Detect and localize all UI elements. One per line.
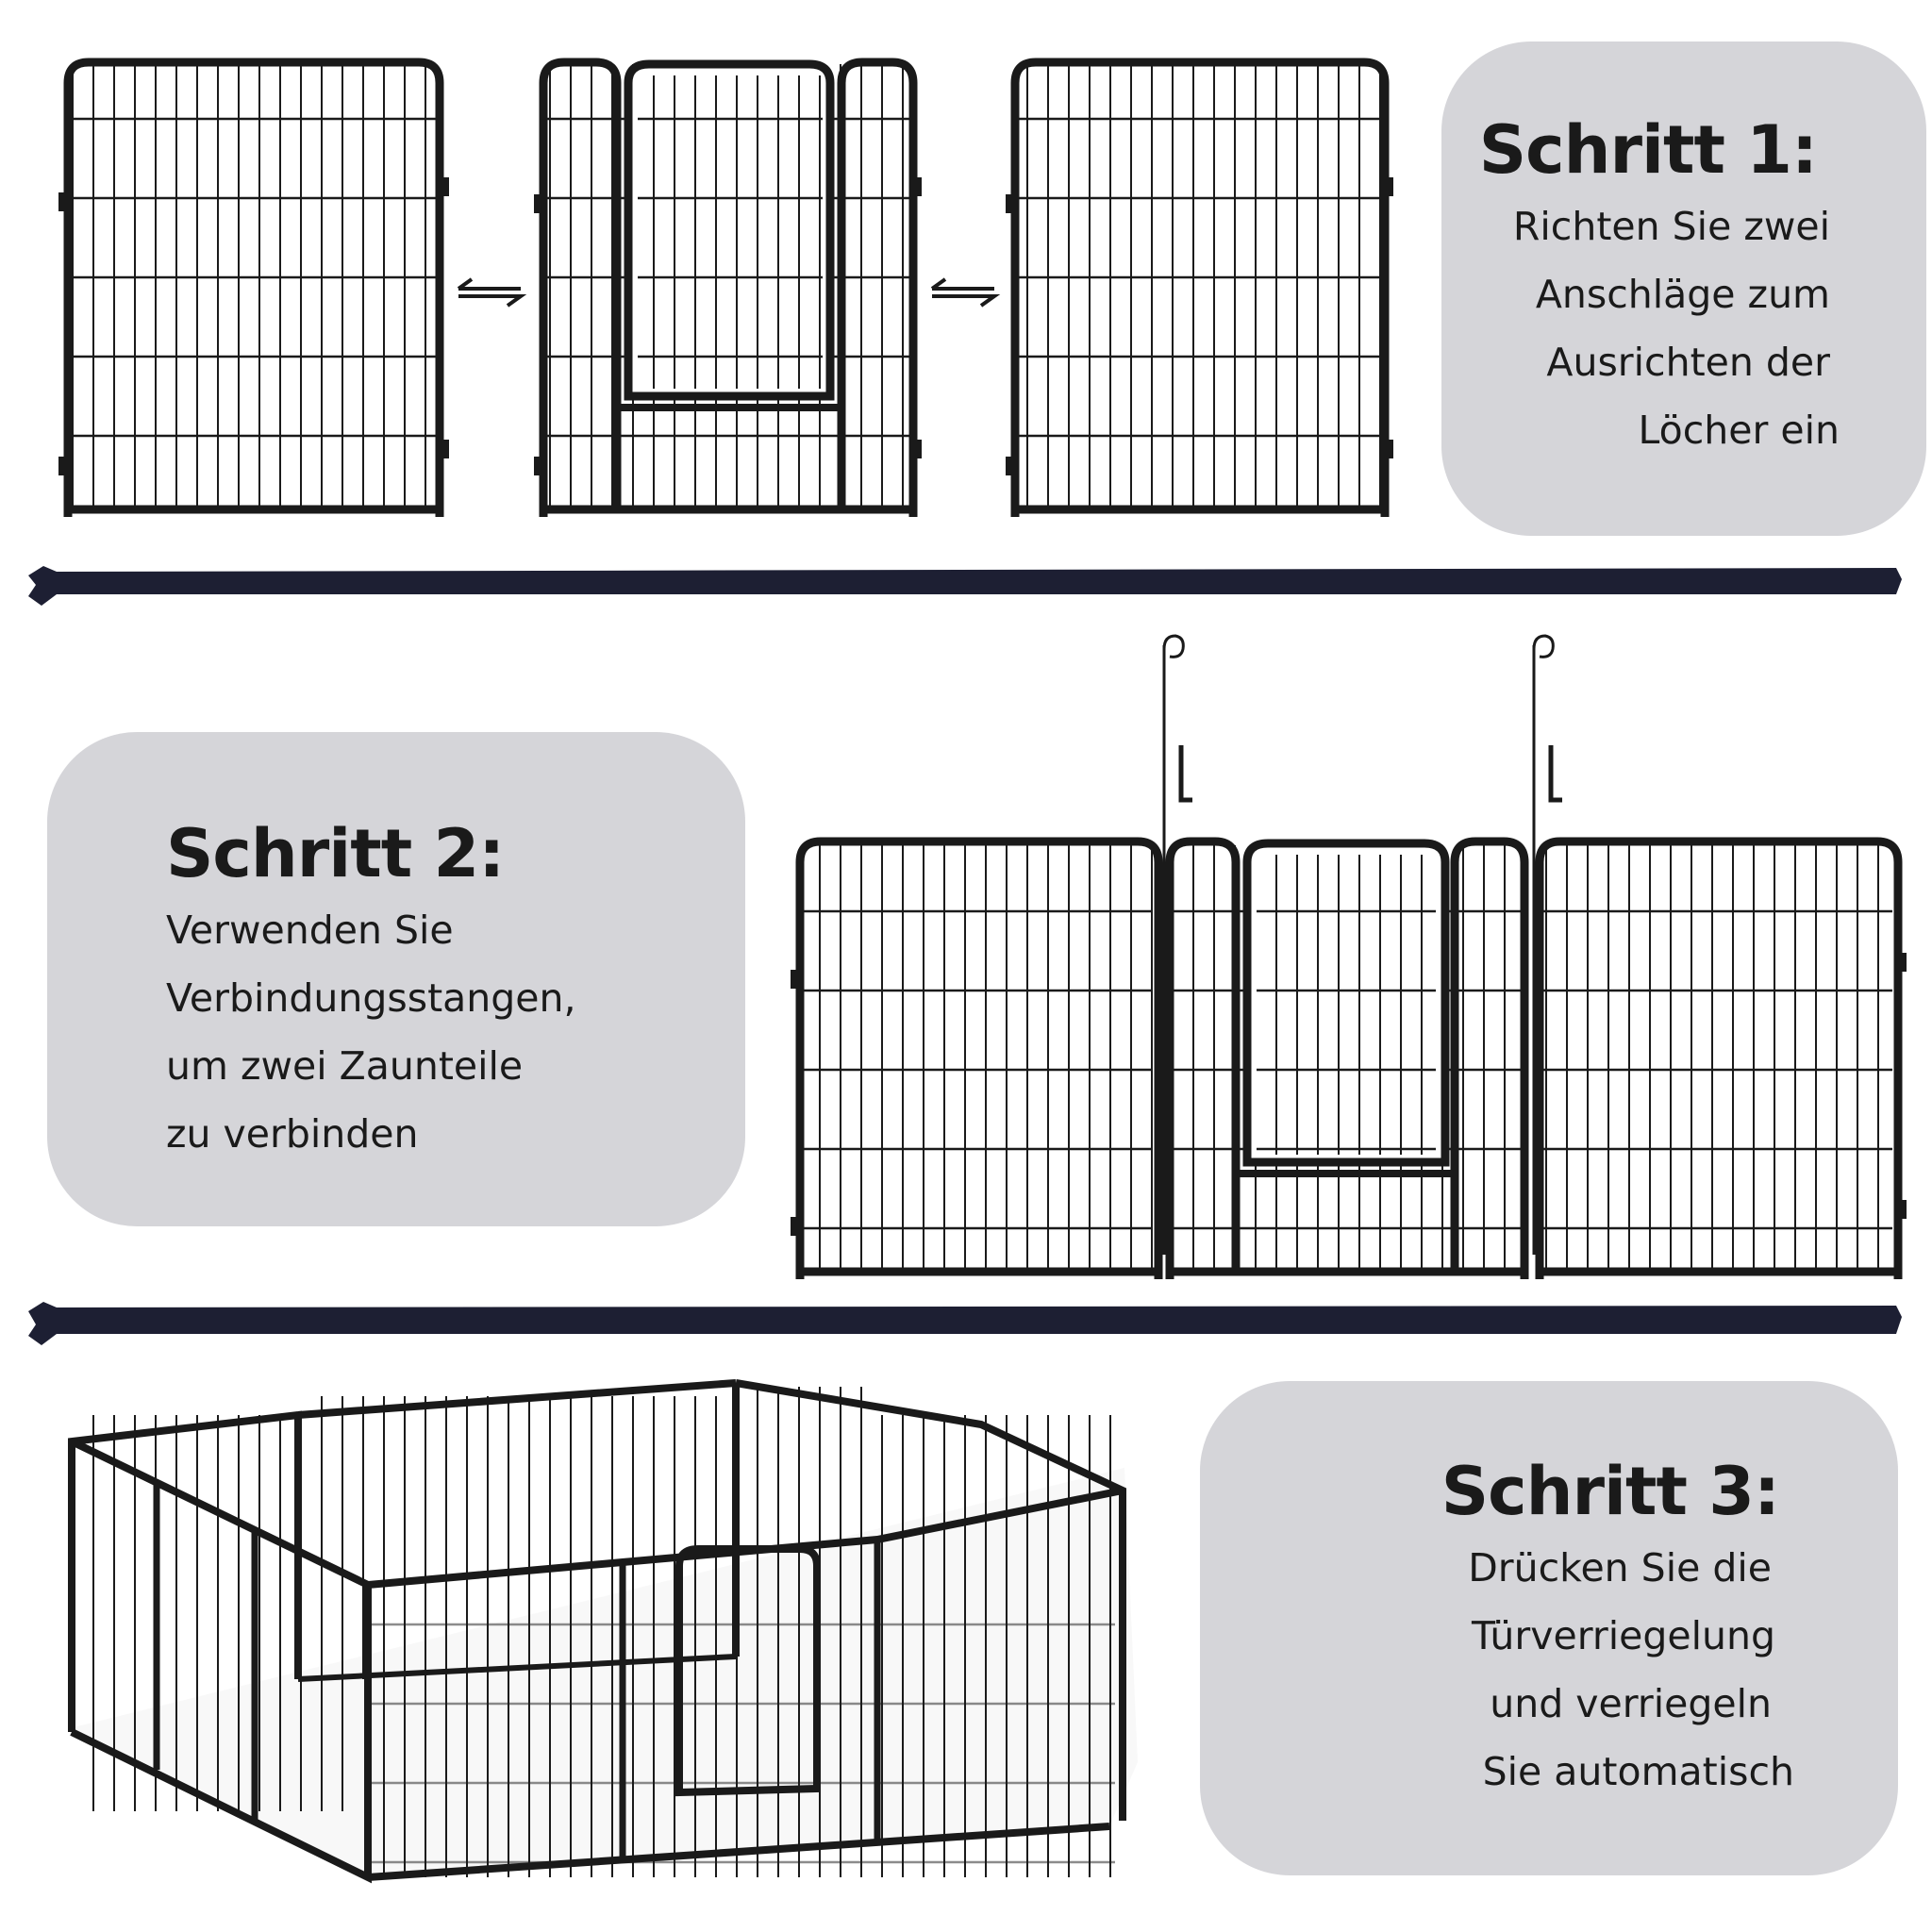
divider-brush-stroke bbox=[28, 566, 1902, 606]
step-2-line-3: um zwei Zaunteile bbox=[166, 1043, 524, 1089]
step-3-line-1: Drücken Sie die bbox=[1468, 1545, 1772, 1591]
step2-panel-left bbox=[791, 841, 1160, 1279]
step-1-line-3: Ausrichten der bbox=[1546, 340, 1830, 385]
step-2-line-2: Verbindungsstangen, bbox=[166, 975, 576, 1021]
step-3-line-2: Türverriegelung bbox=[1472, 1613, 1775, 1658]
step1-panel-door bbox=[534, 62, 922, 517]
assembled-playpen bbox=[70, 1383, 1138, 1877]
step-3-text bbox=[1441, 1453, 1794, 1806]
swap-arrows-icon bbox=[932, 279, 994, 306]
step-3-line-3: und verriegeln bbox=[1490, 1681, 1772, 1726]
step1-panel-left bbox=[58, 62, 449, 517]
step-1-text bbox=[1478, 111, 1840, 464]
step-2-title: Schritt 2: bbox=[166, 815, 505, 892]
swap-arrows-icon bbox=[458, 279, 521, 306]
step2-panel-right bbox=[1538, 841, 1907, 1279]
step-1-line-1: Richten Sie zwei bbox=[1512, 204, 1830, 249]
down-arrow-icon bbox=[1551, 745, 1562, 800]
step-1-title: Schritt 1: bbox=[1478, 111, 1817, 189]
step-3-line-4: Sie automatisch bbox=[1482, 1749, 1794, 1794]
step1-panel-right bbox=[1006, 62, 1393, 517]
step2-panel-door bbox=[1168, 841, 1526, 1279]
step-2-line-1: Verwenden Sie bbox=[166, 908, 454, 953]
step-3-title: Schritt 3: bbox=[1441, 1453, 1779, 1530]
step-1-line-4: Löcher ein bbox=[1638, 408, 1840, 453]
step-1-line-2: Anschläge zum bbox=[1535, 272, 1830, 317]
divider-brush-stroke bbox=[28, 1302, 1902, 1345]
step-2-text bbox=[166, 815, 576, 1168]
down-arrow-icon bbox=[1181, 745, 1192, 800]
step-2-line-4: zu verbinden bbox=[166, 1111, 419, 1157]
